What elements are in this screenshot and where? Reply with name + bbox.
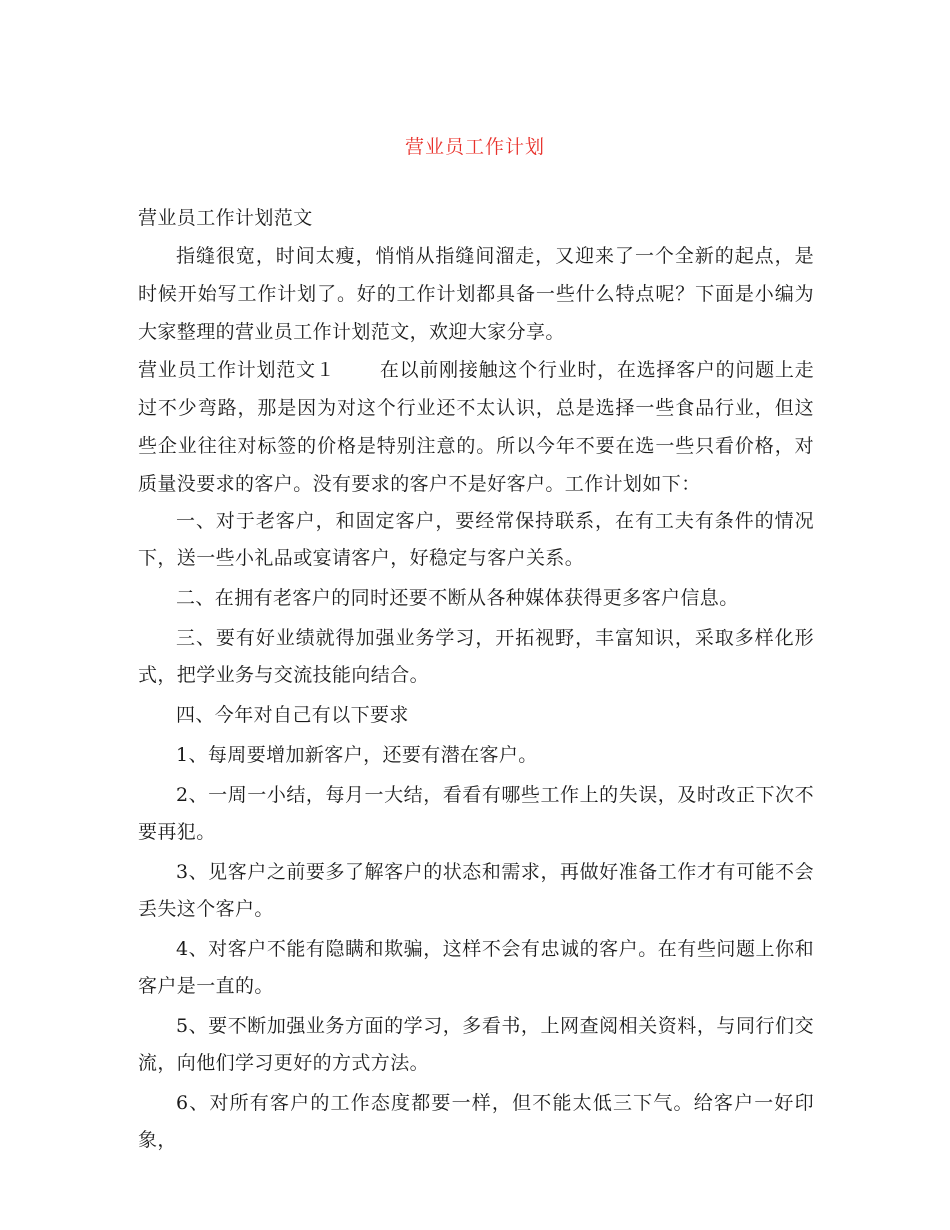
section-body: 在以前刚接触这个行业时，在选择客户的问题上走过不少弯路，那是因为对这个行业还不太认识，总是选择一些食品行业，但这些企业往往对标签的价格是特别注意的。所以今年不要在选一些只看价格，对质量没要求的客户。没有要求的客户不是好客户。工作计划如下： [138,359,814,495]
document-body [138,199,814,1162]
item-9: 5、要不断加强业务方面的学习，多看书，上网查阅相关资料，与同行们交流，向他们学习更好的方式方法。 [138,1015,814,1074]
item-5: 1、每周要增加新客户，还要有潜在客户。 [176,744,538,766]
section-heading: 营业员工作计划范文１ [138,359,336,381]
item-10: 6、对所有客户的工作态度都要一样，但不能太低三下气。给客户一好印象， [138,1092,814,1151]
item-8: 4、对客户不能有隐瞒和欺骗，这样不会有忠诚的客户。在有些问题上你和客户是一直的。 [138,938,814,997]
item-1: 一、对于老客户，和固定客户，要经常保持联系，在有工夫有条件的情况下，送一些小礼品或宴请客户，好稳定与客户关系。 [138,510,814,569]
item-4: 四、今年对自己有以下要求 [176,704,409,726]
item-2: 二、在拥有老客户的同时还要不断从各种媒体获得更多客户信息。 [176,587,739,609]
item-3: 三、要有好业绩就得加强业务学习，开拓视野，丰富知识，采取多样化形式，把学业务与交流技能向结合。 [138,627,814,686]
item-6: 2、一周一小结，每月一大结，看看有哪些工作上的失误，及时改正下次不要再犯。 [138,784,814,843]
intro-paragraph: 指缝很宽，时间太瘦，悄悄从指缝间溜走，又迎来了一个全新的起点，是时候开始写工作计划了。好的工作计划都具备一些什么特点呢？下面是小编为大家整理的营业员工作计划范文，欢迎大家分享。 [138,245,814,343]
document-subtitle: 营业员工作计划范文 [138,207,313,229]
document-title: 营业员工作计划 [404,136,545,158]
section-paragraph [138,351,814,503]
item-7: 3、见客户之前要多了解客户的状态和需求，再做好准备工作才有可能不会丢失这个客户。 [138,861,814,920]
